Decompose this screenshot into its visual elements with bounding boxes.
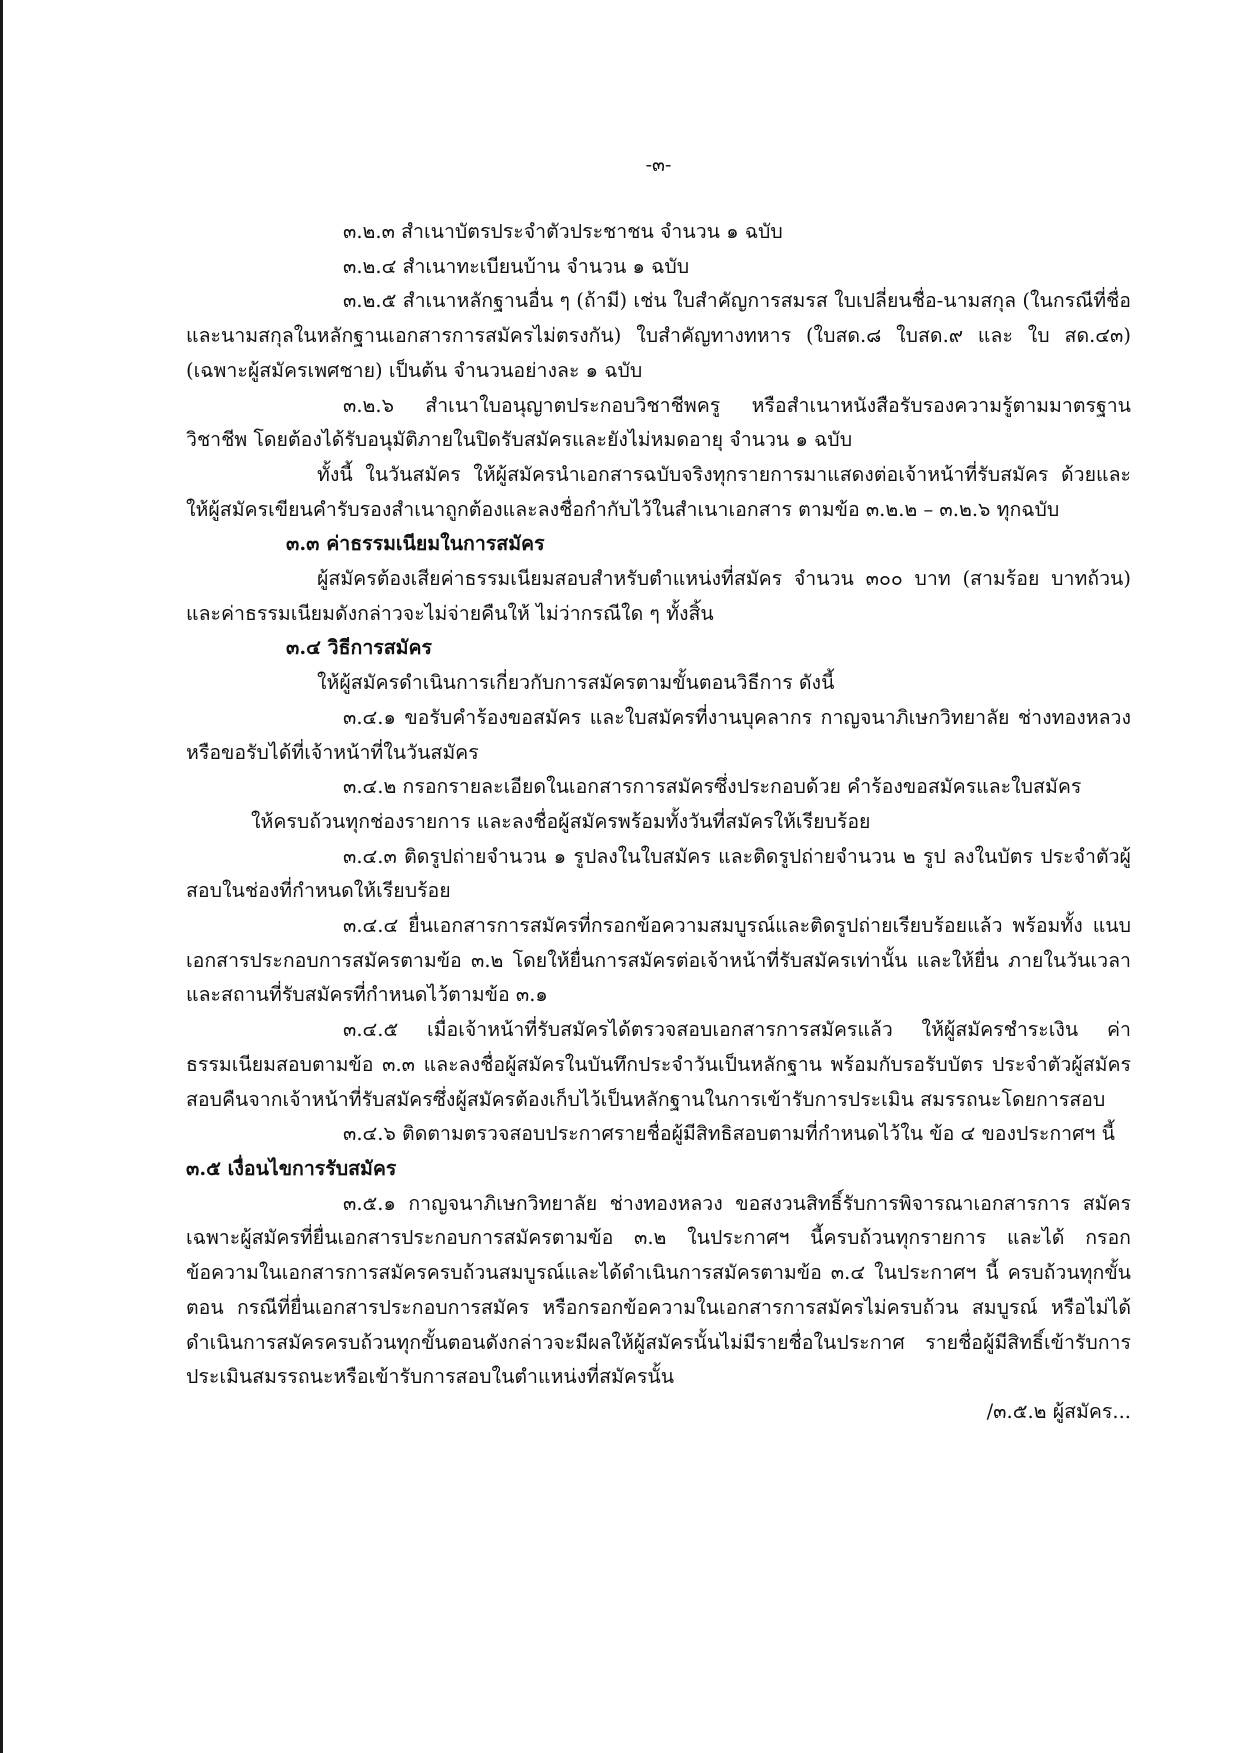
paragraph-3-4-5: ๓.๔.๕ เมื่อเจ้าหน้าที่รับสมัครได้ตรวจสอบเอกสารการสมัครแล้ว ให้ผู้สมัครชำระเงิน ค่าธรรมเนียมสอบตามข้อ ๓.๓ และลงชื่อผู้สมัครในบันทึกประจำวันเป็นหลักฐาน พร้อมกับรอรับบัตร ประจำตัวผู้สมัครสอบคืนจากเจ้าหน้าที่รับสมัครซึ่งผู้สมัครต้องเก็บไว้เป็นหลักฐานในการเข้ารับการประเมิน สมรรถนะโดยการสอบ: [186, 1018, 1131, 1111]
paragraph-3-4-4: ๓.๔.๔ ยื่นเอกสารการสมัครที่กรอกข้อความสมบูรณ์และติดรูปถ่ายเรียบร้อยแล้ว พร้อมทั้ง แนบเอกสารประกอบการสมัครตามข้อ ๓.๒ โดยให้ยื่นการสมัครต่อเจ้าหน้าที่รับสมัครเท่านั้น และให้ยื่น ภายในวันเวลาและสถานที่รับสมัครที่กำหนดไว้ตามข้อ ๓.๑: [186, 914, 1131, 1007]
paragraph-3-4-2: ๓.๔.๒ กรอกรายละเอียดในเอกสารการสมัครซึ่งประกอบด้วย คำร้องขอสมัครและใบสมัคร: [343, 775, 1082, 799]
document-body: [186, 215, 1131, 1430]
heading-3-5: ๓.๕ เงื่อนไขการรับสมัคร: [186, 1156, 397, 1180]
continuation-marker: /๓.๕.๒ ผู้สมัคร...: [986, 1399, 1131, 1423]
scan-edge-shadow: [0, 0, 3, 1753]
page-number: -๓-: [645, 154, 672, 176]
paragraph-3-2-5: ๓.๒.๕ สำเนาหลักฐานอื่น ๆ (ถ้ามี) เช่น ใบสำคัญการสมรส ใบเปลี่ยนชื่อ-นามสกุล (ในกรณีที่ชื่อและนามสกุลในหลักฐานเอกสารการสมัครไม่ตรงกัน) ใบสำคัญทางทหาร (ใบสด.๘ ใบสด.๙ และ ใบ สด.๔๓) (เฉพาะผู้สมัครเพศชาย) เป็นต้น จำนวนอย่างละ ๑ ฉบับ: [186, 289, 1131, 382]
heading-3-4: ๓.๔ วิธีการสมัคร: [286, 636, 433, 660]
paragraph-note: ทั้งนี้ ในวันสมัคร ให้ผู้สมัครนำเอกสารฉบับจริงทุกรายการมาแสดงต่อเจ้าหน้าที่รับสมัคร ด้วยและให้ผู้สมัครเขียนคำรับรองสำเนาถูกต้องและลงชื่อกำกับไว้ในสำเนาเอกสาร ตามข้อ ๓.๒.๒ – ๓.๒.๖ ทุกฉบับ: [186, 462, 1131, 521]
paragraph-fee: ผู้สมัครต้องเสียค่าธรรมเนียมสอบสำหรับตำแหน่งที่สมัคร จำนวน ๓๐๐ บาท (สามร้อย บาทถ้วน) และค่าธรรมเนียมดังกล่าวจะไม่จ่ายคืนให้ ไม่ว่ากรณีใด ๆ ทั้งสิ้น: [186, 567, 1131, 625]
paragraph-3-4-1: ๓.๔.๑ ขอรับคำร้องขอสมัคร และใบสมัครที่งานบุคลากร กาญจนาภิเษกวิทยาลัย ช่างทองหลวง หรือขอรับได้ที่เจ้าหน้าที่ในวันสมัคร: [186, 705, 1131, 764]
paragraph-3-5-1: ๓.๕.๑ กาญจนาภิเษกวิทยาลัย ช่างทองหลวง ขอสงวนสิทธิ์รับการพิจารณาเอกสารการ สมัครเฉพาะผู้สมัครที่ยื่นเอกสารประกอบการสมัครตามข้อ ๓.๒ ในประกาศฯ นี้ครบถ้วนทุกรายการ และได้ กรอกข้อความในเอกสารการสมัครครบถ้วนสมบูรณ์และได้ดำเนินการสมัครตามข้อ ๓.๔ ในประกาศฯ นี้ ครบถ้วนทุกขั้นตอน กรณีที่ยื่นเอกสารประกอบการสมัคร หรือกรอกข้อความในเอกสารการสมัครไม่ครบถ้วน สมบูรณ์ หรือไม่ได้ดำเนินการสมัครครบถ้วนทุกขั้นตอนดังกล่าวจะมีผลให้ผู้สมัครนั้นไม่มีรายชื่อในประกาศ รายชื่อผู้มีสิทธิ์เข้ารับการประเมินสมรรถนะหรือเข้ารับการสอบในตำแหน่งที่สมัครนั้น: [186, 1191, 1131, 1389]
paragraph-procedure-intro: ให้ผู้สมัครดำเนินการเกี่ยวกับการสมัครตามขั้นตอนวิธีการ ดังนี้: [317, 671, 835, 695]
paragraph-3-4-2-cont: ให้ครบถ้วนทุกช่องรายการ และลงชื่อผู้สมัครพร้อมทั้งวันที่สมัครให้เรียบร้อย: [251, 809, 871, 833]
heading-3-3: ๓.๓ ค่าธรรมเนียมในการสมัคร: [286, 532, 545, 556]
paragraph-3-2-6: ๓.๒.๖ สำเนาใบอนุญาตประกอบวิชาชีพครู หรือสำเนาหนังสือรับรองความรู้ตามมาตรฐานวิชาชีพ โดยต้องได้รับอนุมัติภายในปิดรับสมัครและยังไม่หมดอายุ จำนวน ๑ ฉบับ: [186, 393, 1131, 452]
paragraph-3-2-3: ๓.๒.๓ สำเนาบัตรประจำตัวประชาชน จำนวน ๑ ฉบับ: [343, 220, 783, 243]
paragraph-3-4-6: ๓.๔.๖ ติดตามตรวจสอบประกาศรายชื่อผู้มีสิทธิสอบตามที่กำหนดไว้ใน ข้อ ๔ ของประกาศฯ นี้: [343, 1122, 1115, 1146]
paragraph-3-2-4: ๓.๒.๔ สำเนาทะเบียนบ้าน จำนวน ๑ ฉบับ: [343, 254, 690, 278]
paragraph-3-4-3: ๓.๔.๓ ติดรูปถ่ายจำนวน ๑ รูปลงในใบสมัคร และติดรูปถ่ายจำนวน ๒ รูป ลงในบัตร ประจำตัวผู้สอบในช่องที่กำหนดให้เรียบร้อย: [186, 844, 1131, 903]
